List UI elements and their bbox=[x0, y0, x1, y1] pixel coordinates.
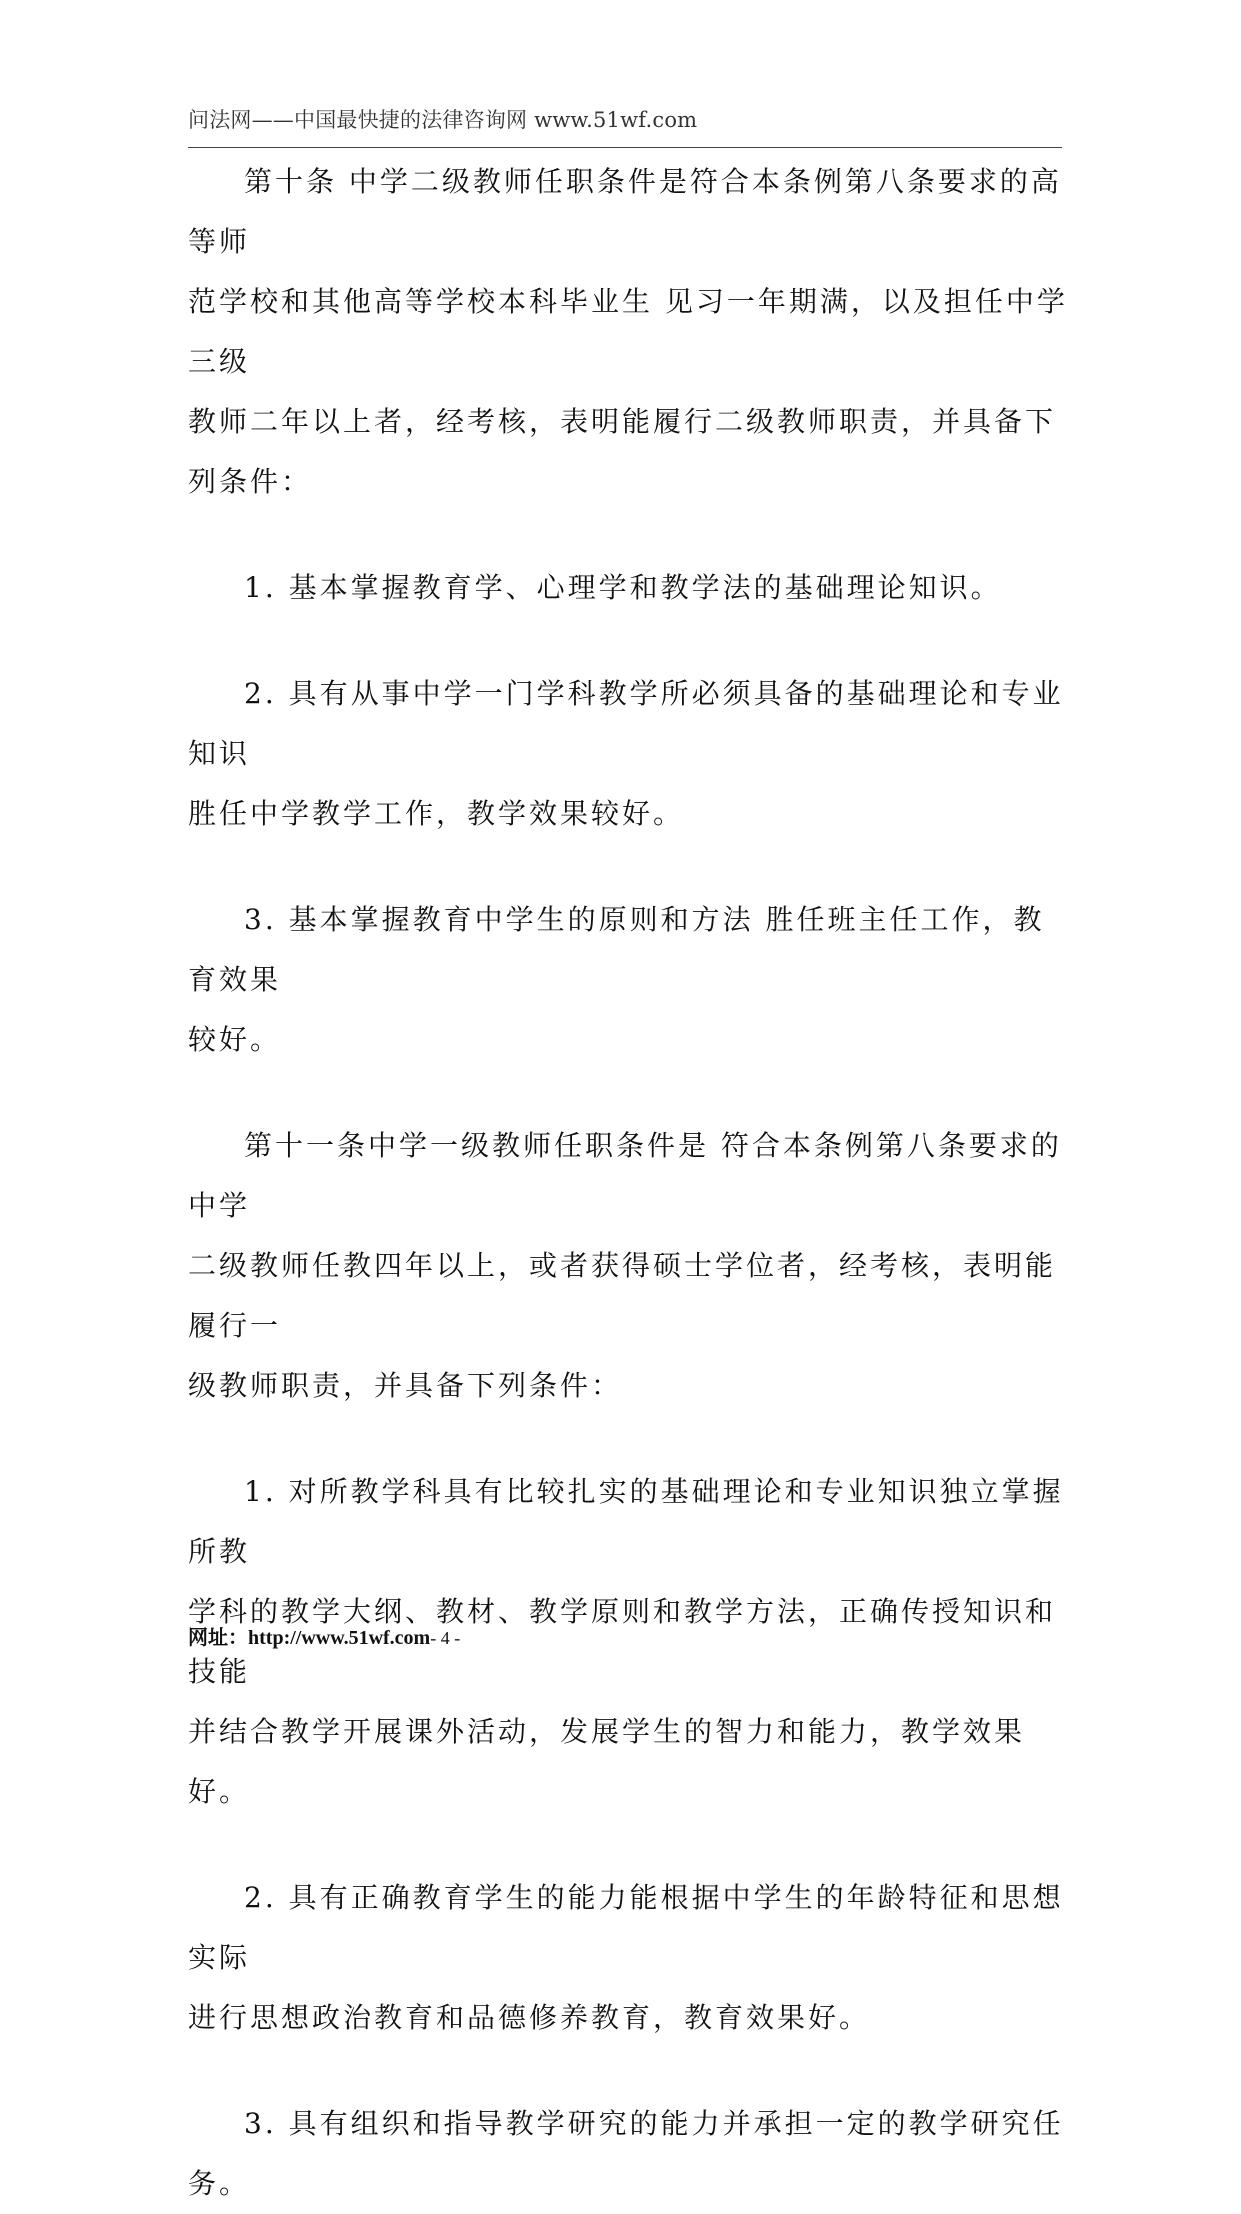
page-number: - 4 - bbox=[430, 1628, 461, 1648]
paragraph-article-10-item-2: 2. 具有从事中学一门学科教学所必须具备的基础理论和专业知识 胜任中学教学工作，教学效果较好。 bbox=[188, 677, 1064, 830]
paragraph-article-10-item-3: 3. 基本掌握教育中学生的原则和方法 胜任班主任工作，教育效果 较好。 bbox=[188, 903, 1045, 1056]
paragraph-article-10-item-1: 1. 基本掌握教育学、心理学和教学法的基础理论知识。 bbox=[244, 571, 1002, 604]
document-body bbox=[188, 152, 1068, 2214]
paragraph-article-11: 第十一条中学一级教师任职条件是 符合本条例第八条要求的中学 二级教师任教四年以上，或者获得硕士学位者，经考核，表明能履行一 级教师职责，并具备下列条件： bbox=[188, 1129, 1062, 1402]
paragraph-article-11-item-3: 3. 具有组织和指导教学研究的能力并承担一定的教学研究任务。 bbox=[188, 2107, 1064, 2200]
page-header: 问法网——中国最快捷的法律咨询网 www.51wf.com bbox=[188, 108, 698, 132]
paragraph-article-11-item-2: 2. 具有正确教育学生的能力能根据中学生的年龄特征和思想实际 进行思想政治教育和品德修养教育，教育效果好。 bbox=[188, 1881, 1064, 2034]
paragraph-article-11-item-1: 1. 对所教学科具有比较扎实的基础理论和专业知识独立掌握所教 学科的教学大纲、教材、教学原则和教学方法，正确传授知识和技能 并结合教学开展课外活动，发展学生的智力和能力，教学效果好。 bbox=[188, 1475, 1064, 1808]
footer-url: 网址：http://www.51wf.com bbox=[188, 1627, 431, 1649]
paragraph-article-10: 第十条 中学二级教师任职条件是符合本条例第八条要求的高等师 范学校和其他高等学校本科毕业生 见习一年期满，以及担任中学三级 教师二年以上者，经考核，表明能履行二级教师职责，并具备下列条件： bbox=[188, 165, 1068, 498]
page-footer bbox=[188, 1621, 460, 1650]
header-divider bbox=[188, 147, 1062, 148]
